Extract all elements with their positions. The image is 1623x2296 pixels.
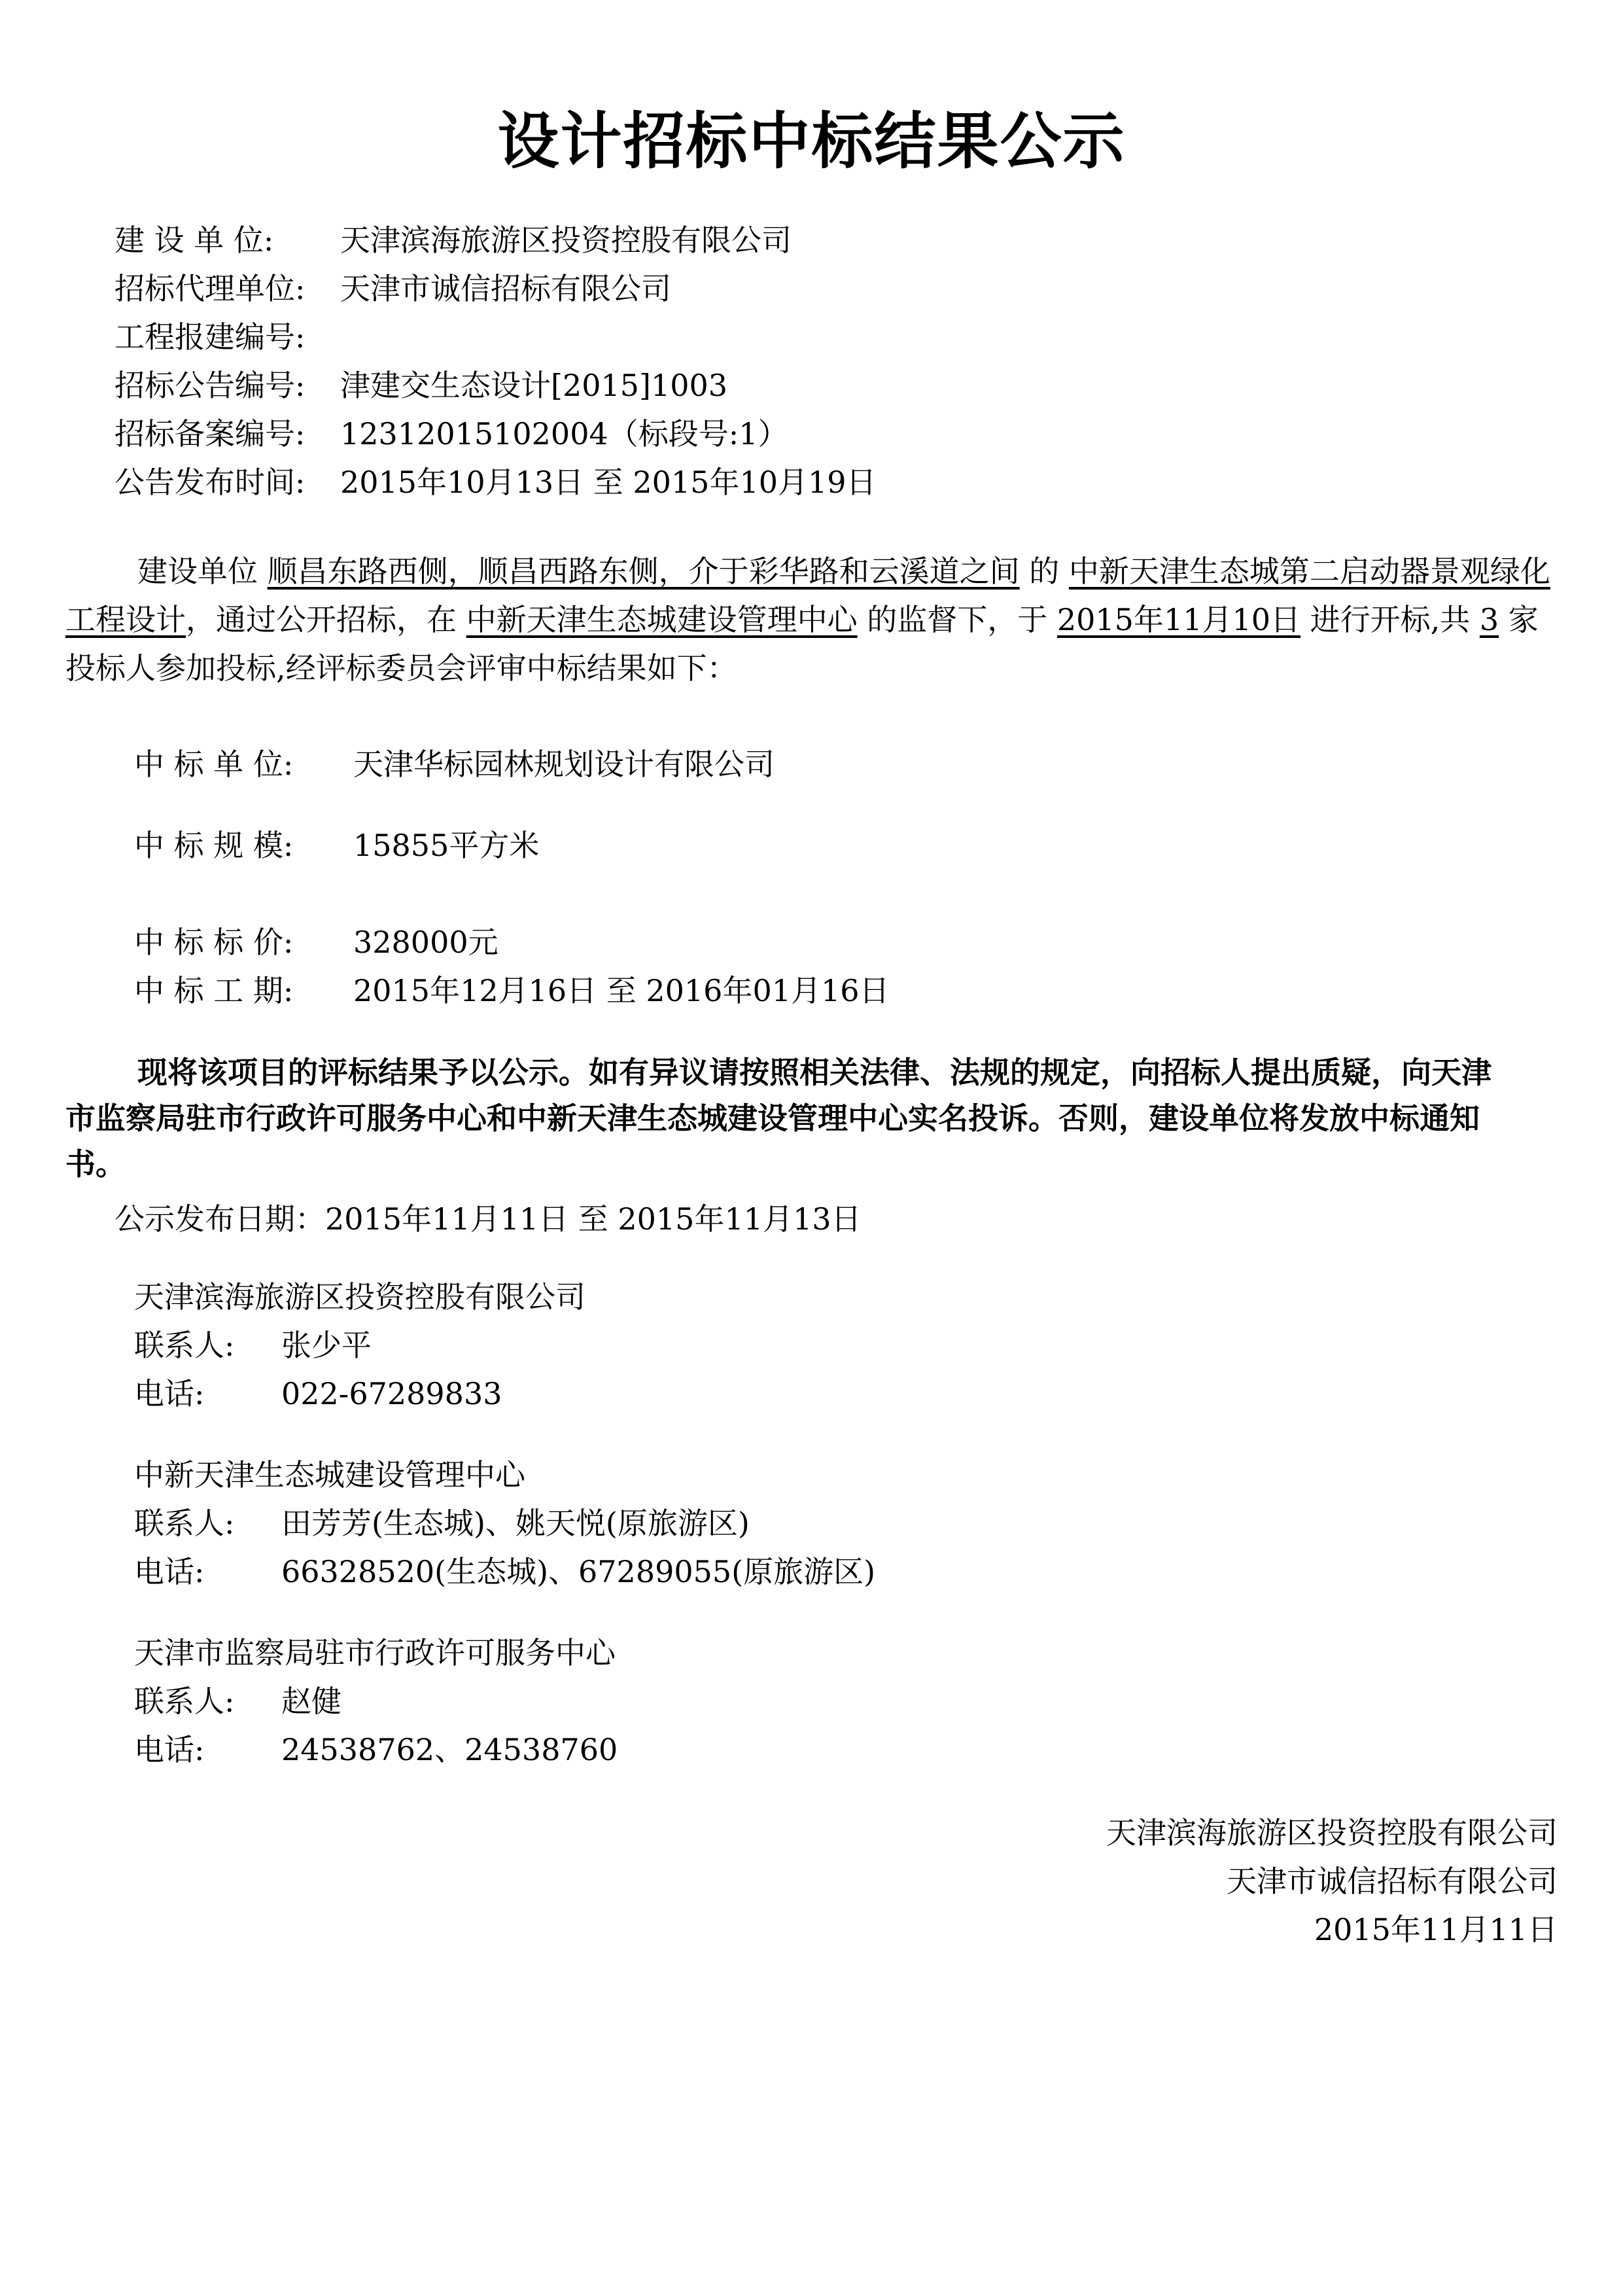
- signature-date: 2015年11月11日: [1314, 1912, 1558, 1947]
- result-label: 中 标 单 位:: [134, 747, 294, 782]
- info-row-project-number: [114, 317, 340, 357]
- contact-phone: 022-67289833: [281, 1376, 502, 1411]
- result-label: 中 标 工 期:: [134, 973, 294, 1008]
- info-row-announcement-number: [114, 366, 727, 405]
- result-duration: [134, 971, 890, 1010]
- result-label: 中 标 标 价:: [134, 925, 294, 960]
- result-value: 15855平方米: [353, 828, 540, 863]
- contact-phone-row: 电话: 24538762、24538760: [134, 1732, 618, 1767]
- supervising-authority: 中新天津生态城建设管理中心: [466, 602, 858, 637]
- contact-person: 张少平: [281, 1328, 372, 1363]
- info-label: 工程报建编号:: [114, 319, 305, 355]
- info-value: 天津滨海旅游区投资控股有限公司: [340, 222, 792, 258]
- signature-org-1: 天津滨海旅游区投资控股有限公司: [1106, 1815, 1558, 1850]
- info-label: 公告发布时间:: [114, 465, 305, 500]
- info-row-builder: [114, 221, 792, 260]
- bid-opening-date: 2015年11月10日: [1056, 602, 1301, 637]
- contact-person-row: 联系人: 赵健: [134, 1684, 341, 1719]
- info-label: 招标备案编号:: [114, 416, 305, 451]
- contact-phone: 24538762、24538760: [281, 1732, 618, 1767]
- result-winner: [134, 745, 775, 784]
- info-value: 2015年10月13日 至 2015年10月19日: [340, 465, 877, 500]
- result-value: 2015年12月16日 至 2016年01月16日: [353, 973, 890, 1008]
- info-value: 12312015102004（标段号:1）: [340, 416, 788, 451]
- contact-org: 天津滨海旅游区投资控股有限公司: [134, 1279, 585, 1315]
- page-title: 设计招标中标结果公示: [497, 106, 1126, 177]
- contact-phone-row: 电话: 022-67289833: [134, 1376, 502, 1411]
- info-row-agent: [114, 269, 671, 308]
- result-price: [134, 923, 498, 962]
- contact-person: 赵健: [281, 1684, 341, 1719]
- contact-phone-row: 电话: 66328520(生态城)、67289055(原旅游区): [134, 1554, 876, 1589]
- publish-period: 公示发布日期：2015年11月11日 至 2015年11月13日: [114, 1201, 862, 1237]
- bidder-count: 3: [1479, 602, 1499, 637]
- info-label: 建 设 单 位:: [114, 222, 274, 258]
- info-row-announcement-period: [114, 463, 877, 502]
- info-row-filing-number: [114, 414, 788, 453]
- signature-org-2: 天津市诚信招标有限公司: [1227, 1863, 1558, 1899]
- info-value: 天津市诚信招标有限公司: [340, 271, 671, 306]
- info-label: 招标代理单位:: [114, 271, 305, 306]
- objection-notice: 现将该项目的评标结果予以公示。如有异议请按照相关法律、法规的规定，向招标人提出质疑，向天津市监察局驻市行政许可服务中心和中新天津生态城建设管理中心实名投诉。否则，建设单位将发放中标通知书。: [65, 1055, 1492, 1182]
- contact-person-row: 联系人: 张少平: [134, 1328, 372, 1363]
- project-location: 顺昌东路西侧，顺昌西路东侧，介于彩华路和云溪道之间: [267, 554, 1020, 589]
- info-label: 招标公告编号:: [114, 368, 305, 403]
- result-value: 天津华标园林规划设计有限公司: [353, 747, 775, 782]
- contact-org: 中新天津生态城建设管理中心: [134, 1457, 525, 1492]
- contact-person-row: 联系人: 田芳芳(生态城)、姚天悦(原旅游区): [134, 1506, 750, 1541]
- project-name: 中新天津生态城第二启动器景观绿化工程设计: [65, 554, 1550, 637]
- result-value: 328000元: [353, 925, 498, 960]
- contact-person: 田芳芳(生态城)、姚天悦(原旅游区): [281, 1506, 750, 1541]
- result-scale: [134, 826, 539, 865]
- intro-paragraph: 建设单位 顺昌东路西侧，顺昌西路东侧，介于彩华路和云溪道之间 的 中新天津生态城第二启动器景观绿化工程设计，通过公开招标，在 中新天津生态城建设管理中心 的监督下，于 2015年11月10日 进行开标,共 3 家投标人参加投标,经评标委员会评审中标结果如下：: [65, 554, 1550, 686]
- result-label: 中 标 规 模:: [134, 828, 294, 863]
- contact-phone: 66328520(生态城)、67289055(原旅游区): [281, 1554, 876, 1589]
- info-value: 津建交生态设计[2015]1003: [340, 368, 728, 403]
- contact-org: 天津市监察局驻市行政许可服务中心: [134, 1635, 616, 1670]
